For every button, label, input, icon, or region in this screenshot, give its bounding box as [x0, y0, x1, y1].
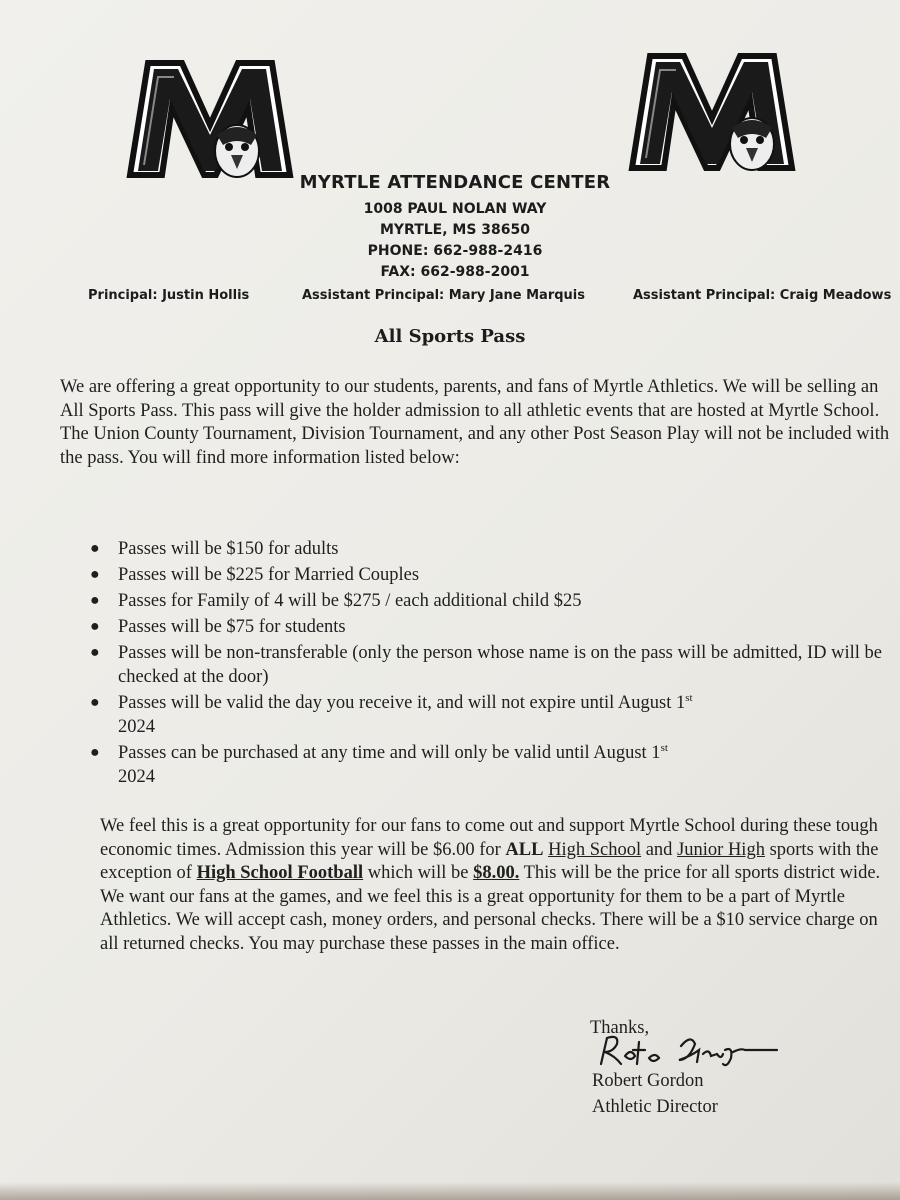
assistant-principal-1: Assistant Principal: Mary Jane Marquis [302, 288, 585, 303]
closing-paragraph: We feel this is a great opportunity for our fans to come out and support Myrtle School during these tough economic times. Admission this year will be $6.00 for ALL High School and Junior High sports with the exception of High School Football which will be $8.00. This will be the price for all sports district wide. We want our fans at the games, and we feel this is a great opportunity for them to be a part of Myrtle Athletics. We will accept cash, money orders, and personal checks. There will be a $10 service charge on all returned checks. You may purchase these passes in the main office. [100, 816, 881, 954]
hs-football-text: High School Football [196, 863, 364, 883]
pass-details-list [90, 537, 890, 789]
school-logo-right [622, 48, 802, 178]
signer-role: Athletic Director [592, 1097, 718, 1117]
school-logo-left [120, 55, 300, 185]
list-item: ● Passes for Family of 4 will be $275 / each additional child $25 [90, 591, 582, 611]
bullet-icon: ● [90, 566, 100, 583]
football-price: $8.00. [473, 863, 520, 883]
high-school-text: High School [548, 839, 642, 860]
bullet-icon: ● [90, 592, 100, 609]
bullet-icon: ● [90, 744, 100, 761]
fax-number: FAX: 662-988-2001 [380, 264, 530, 280]
list-item: ● Passes can be purchased at any time and will only be valid until August 1st 2024 [90, 741, 668, 787]
signature-block [592, 1068, 718, 1120]
principal-name: Principal: Justin Hollis [88, 288, 250, 303]
assistant-principal-2: Assistant Principal: Craig Meadows [633, 288, 892, 303]
all-emphasis: ALL [505, 839, 544, 860]
bullet-icon: ● [90, 540, 100, 557]
school-name: MYRTLE ATTENDANCE CENTER [299, 172, 611, 193]
intro-paragraph: We are offering a great opportunity to our students, parents, and fans of Myrtle Athletics. We will be selling an All Sports Pass. This pass will give the holder admission to all athletic events that are hosted at Myrtle School. The Union County Tournament, Division Tournament, and any other Post Season Play will not be included with the pass. You will find more information listed below: [60, 377, 890, 468]
letterhead [240, 172, 670, 283]
phone-number: PHONE: 662-988-2416 [367, 243, 543, 259]
thanks-text: Thanks, [590, 1018, 650, 1038]
m-hawk-logo-icon [120, 55, 300, 185]
bullet-icon: ● [90, 618, 100, 635]
m-hawk-logo-icon [622, 48, 802, 178]
junior-high-text: Junior High [677, 839, 765, 860]
signature-icon [595, 1030, 780, 1072]
signer-name: Robert Gordon [592, 1071, 704, 1091]
address-line-1: 1008 PAUL NOLAN WAY [363, 201, 547, 217]
address-line-2: MYRTLE, MS 38650 [379, 222, 531, 238]
page-edge-shadow [0, 1182, 900, 1200]
bullet-icon: ● [90, 694, 100, 711]
bullet-icon: ● [90, 644, 100, 661]
list-item: ● Passes will be $150 for adults [90, 539, 339, 559]
list-item: ● Passes will be $225 for Married Couples [90, 565, 420, 585]
list-item: ● Passes will be non-transferable (only the person whose name is on the pass will be admitted, ID will be checked at the door) [90, 643, 882, 687]
list-item: ● Passes will be valid the day you receive it, and will not expire until August 1st 2024 [90, 691, 693, 737]
document-title: All Sports Pass [374, 326, 526, 347]
list-item: ● Passes will be $75 for students [90, 617, 346, 637]
